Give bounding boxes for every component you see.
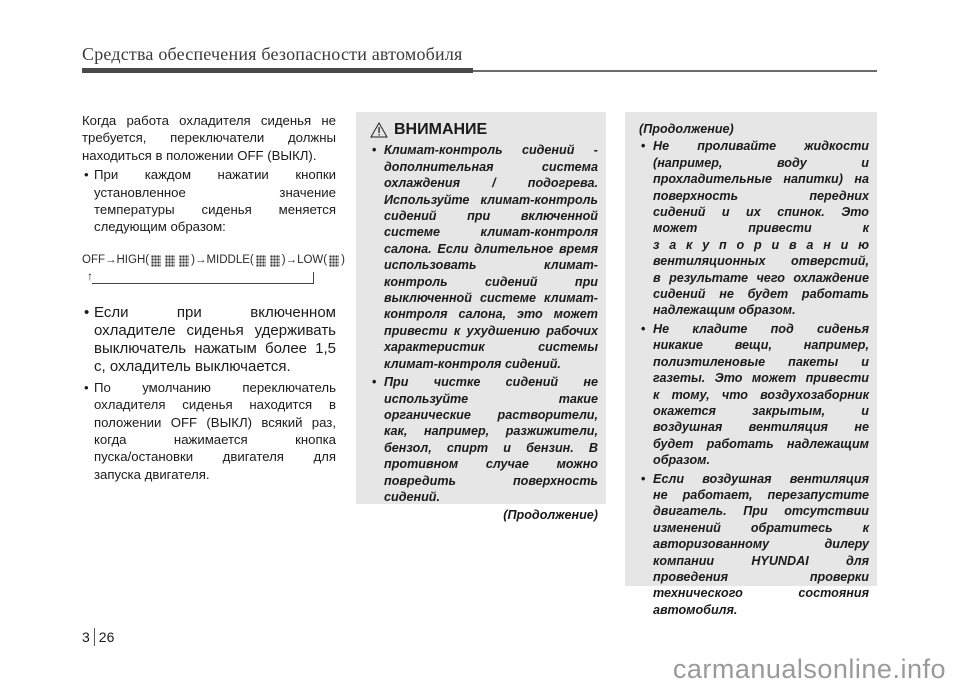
text-line: повредить поверхность xyxy=(384,473,598,488)
header-rule xyxy=(82,68,473,73)
text-line: когда нажимается кнопка xyxy=(94,432,336,448)
watermark: carmanualsonline.info xyxy=(672,654,946,684)
text-line: как, например, разжижители, xyxy=(384,424,598,439)
page-header-title: Средства обеспечения безопасности автомобиля xyxy=(82,44,463,64)
text-line: пуска/остановки двигателя для xyxy=(94,449,336,465)
text-line: органические растворители, xyxy=(384,407,598,422)
list-item xyxy=(370,374,598,505)
bullet-glyph: • xyxy=(641,139,646,154)
text-line: сидений при включенной xyxy=(384,209,598,224)
text-line: салона. Если длительное время xyxy=(384,241,598,256)
text-line: выключатель нажатым более 1,5 xyxy=(94,339,336,357)
text-line: сидений и их спинок. Это xyxy=(653,205,869,220)
return-line-vertical xyxy=(313,272,314,284)
warning-triangle-icon xyxy=(370,122,388,138)
text-line: выключенной системе климат- xyxy=(384,291,598,306)
text-line: к тому, что воздухозаборник xyxy=(653,387,869,402)
text-line: положении OFF (ВЫКЛ) всякий раз, xyxy=(94,414,336,430)
seat-cooling-icon xyxy=(163,254,177,268)
return-line xyxy=(92,283,313,284)
continued-label: (Продолжение) xyxy=(503,508,598,523)
text-line: может привести к xyxy=(653,221,869,236)
text-line: противном случае можно xyxy=(384,457,598,472)
text-line: не работает, перезапустите xyxy=(653,487,869,502)
text-line: охлаждения / подогрева. xyxy=(384,176,598,191)
text-line: Когда работа охладителя сиденья не xyxy=(82,113,336,128)
header-rule-thin xyxy=(473,70,877,72)
text-line: образом. xyxy=(653,453,710,468)
text-line: бензол, спирт и бензин. В xyxy=(384,440,598,455)
bullet-glyph: • xyxy=(84,167,89,183)
continued-heading: (Продолжение) xyxy=(639,122,734,136)
list-item xyxy=(639,471,869,619)
warning-heading xyxy=(370,122,598,138)
bullet-glyph: • xyxy=(641,471,646,486)
bullet-glyph: • xyxy=(641,321,646,336)
text-line: газеты. Это может привести xyxy=(653,371,869,386)
text-line: установленное значение xyxy=(94,184,336,200)
high-label: HIGH( xyxy=(116,253,150,266)
text-line: привести к ухудшению рабочих xyxy=(384,323,598,338)
seat-cooling-icon xyxy=(327,254,341,268)
list-item xyxy=(82,379,336,483)
bullet-glyph: • xyxy=(372,143,377,158)
text-line: сидений. xyxy=(384,489,440,504)
text-line: По умолчанию переключатель xyxy=(94,379,336,395)
text-line: используйте такие xyxy=(384,391,598,406)
warning-box xyxy=(356,112,606,523)
cycle-row xyxy=(82,252,345,269)
text-line: климат-контроля сидений. xyxy=(384,356,561,371)
list-item xyxy=(370,142,598,372)
list-item xyxy=(639,321,869,469)
seat-cooler-cycle-diagram xyxy=(82,250,345,296)
continued-box xyxy=(625,112,877,617)
text-line: будет работать надлежащим xyxy=(653,436,869,451)
text-line: охладителе сиденья удерживать xyxy=(94,321,336,339)
text-line: с, охладитель выключается. xyxy=(94,357,291,375)
bullet-glyph: • xyxy=(372,375,377,390)
text-line: температуры сиденья меняется xyxy=(94,202,336,218)
text-line: Не проливайте жидкости xyxy=(653,139,869,154)
text-line: технического состояния xyxy=(653,586,869,601)
section-number: 3 xyxy=(82,629,90,645)
page-number-value: 26 xyxy=(98,629,115,645)
text-line: полиэтиленовые пакеты и xyxy=(653,354,869,369)
text-line: з а к у п о р и в а н и ю xyxy=(653,237,869,252)
text-line: автомобиля. xyxy=(653,602,738,617)
warning-title: ВНИМАНИЕ xyxy=(394,121,488,138)
text-line: требуется, переключатели должны xyxy=(82,130,336,146)
main-text-column xyxy=(82,112,345,483)
paren-close: ) xyxy=(191,253,195,266)
text-line: проведения проверки xyxy=(653,569,869,584)
text-line: Если при включенном xyxy=(94,303,336,321)
text-line: Используйте климат-контроль xyxy=(384,192,598,207)
text-line: Если воздушная вентиляция xyxy=(653,471,869,486)
text-line: контроль сидений при xyxy=(384,274,598,289)
text-line: прохладительные напитки) на xyxy=(653,172,869,187)
seat-cooling-icon xyxy=(149,254,163,268)
text-line: Климат-контроль сидений - xyxy=(384,143,598,158)
arrow-icon: → xyxy=(105,253,117,266)
seat-cooling-icon xyxy=(254,254,268,268)
text-line: использовать климат- xyxy=(384,258,598,273)
text-line: контроля салона, это может xyxy=(384,307,598,322)
return-arrow-icon: ↑ xyxy=(87,268,93,283)
bullet-glyph: • xyxy=(84,379,89,395)
text-line: характеристик системы xyxy=(384,340,598,355)
seat-cooling-icon xyxy=(177,254,191,268)
text-line: (например, воду и xyxy=(653,155,869,170)
paren-close: ) xyxy=(341,253,345,266)
intro-paragraph xyxy=(82,112,336,164)
text-line: компании HYUNDAI для xyxy=(653,553,869,568)
text-line: При чистке сидений не xyxy=(384,375,598,390)
text-line: дополнительная система xyxy=(384,159,598,174)
text-line: находиться в положении OFF (ВЫКЛ). xyxy=(82,147,317,163)
text-line: изменений обратитесь к xyxy=(653,520,869,535)
text-line: следующим образом: xyxy=(94,219,226,235)
text-line: в результате чего охлаждение xyxy=(653,270,869,285)
paren-close: ) xyxy=(281,253,286,266)
low-label: LOW( xyxy=(297,253,328,266)
text-line: воздушная вентиляция не xyxy=(653,420,869,435)
list-item xyxy=(82,304,336,376)
off-label: OFF xyxy=(82,253,105,266)
arrow-icon: → xyxy=(285,253,298,266)
text-line: двигатель. При отсутствии xyxy=(653,504,869,519)
text-line: запуска двигателя. xyxy=(94,466,210,482)
text-line: охладителя сиденья находится в xyxy=(94,397,336,413)
middle-label: MIDDLE( xyxy=(206,253,254,266)
text-line: системе климат-контроля xyxy=(384,225,598,240)
list-item xyxy=(639,138,869,318)
list-item xyxy=(82,166,336,236)
text-line: никакие вещи, например, xyxy=(653,338,869,353)
text-line: окажется закрытым, и xyxy=(653,403,869,418)
text-line: При каждом нажатии кнопки xyxy=(94,167,336,183)
seat-cooling-icon xyxy=(268,254,282,268)
text-line: авторизованному дилеру xyxy=(653,537,869,552)
arrow-icon: → xyxy=(194,253,207,266)
text-line: вентиляционных отверстий, xyxy=(653,254,869,269)
page-number-divider xyxy=(94,628,95,646)
text-line: надлежащим образом. xyxy=(653,303,796,318)
text-line: Не кладите под сиденья xyxy=(653,321,869,336)
text-line: сидений не будет работать xyxy=(653,287,869,302)
bullet-glyph: • xyxy=(84,303,90,321)
text-line: поверхность передних xyxy=(653,188,869,203)
page-number xyxy=(82,628,114,646)
